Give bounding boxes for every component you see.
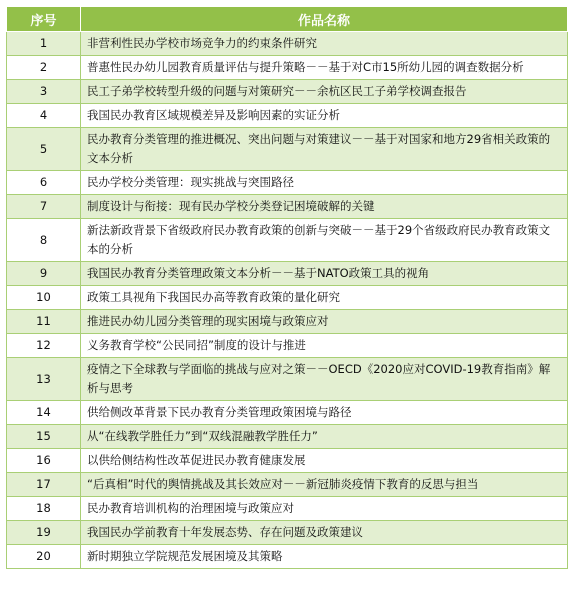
table-row xyxy=(7,401,568,425)
row-serial-number: 10 xyxy=(7,286,81,310)
table-row xyxy=(7,32,568,56)
table-row xyxy=(7,195,568,219)
row-serial-number: 15 xyxy=(7,425,81,449)
row-work-title: 我国民办教育分类管理政策文本分析－－基于NATO政策工具的视角 xyxy=(81,262,568,286)
table-row xyxy=(7,449,568,473)
table-row xyxy=(7,334,568,358)
row-work-title: 供给侧改革背景下民办教育分类管理政策困境与路径 xyxy=(81,401,568,425)
row-serial-number: 4 xyxy=(7,104,81,128)
table-row xyxy=(7,521,568,545)
row-serial-number: 19 xyxy=(7,521,81,545)
works-table-container xyxy=(6,6,567,569)
table-row xyxy=(7,171,568,195)
row-work-title: 疫情之下全球教与学面临的挑战与应对之策－－OECD《2020应对COVID-19教育指南》解析与思考 xyxy=(81,358,568,401)
row-work-title: 义务教育学校“公民同招”制度的设计与推进 xyxy=(81,334,568,358)
table-row xyxy=(7,104,568,128)
row-work-title: 从“在线教学胜任力”到“双线混融教学胜任力” xyxy=(81,425,568,449)
table-row xyxy=(7,286,568,310)
table-row xyxy=(7,425,568,449)
row-work-title: 我国民办教育区域规模差异及影响因素的实证分析 xyxy=(81,104,568,128)
row-work-title: 制度设计与衔接：现有民办学校分类登记困境破解的关键 xyxy=(81,195,568,219)
row-serial-number: 5 xyxy=(7,128,81,171)
row-serial-number: 7 xyxy=(7,195,81,219)
row-serial-number: 14 xyxy=(7,401,81,425)
row-work-title: 民办教育分类管理的推进概况、突出问题与对策建议－－基于对国家和地方29省相关政策的文本分析 xyxy=(81,128,568,171)
table-row xyxy=(7,262,568,286)
row-serial-number: 3 xyxy=(7,80,81,104)
row-serial-number: 17 xyxy=(7,473,81,497)
row-serial-number: 6 xyxy=(7,171,81,195)
row-serial-number: 18 xyxy=(7,497,81,521)
table-body xyxy=(7,32,568,569)
table-row xyxy=(7,219,568,262)
row-work-title: 普惠性民办幼儿园教育质量评估与提升策略－－基于对C市15所幼儿园的调查数据分析 xyxy=(81,56,568,80)
table-header-row xyxy=(7,7,568,32)
row-serial-number: 2 xyxy=(7,56,81,80)
header-serial-number: 序号 xyxy=(7,7,81,32)
row-work-title: 推进民办幼儿园分类管理的现实困境与政策应对 xyxy=(81,310,568,334)
row-work-title: 政策工具视角下我国民办高等教育政策的量化研究 xyxy=(81,286,568,310)
row-work-title: 民办教育培训机构的治理困境与政策应对 xyxy=(81,497,568,521)
row-serial-number: 13 xyxy=(7,358,81,401)
row-work-title: 新法新政背景下省级政府民办教育政策的创新与突破－－基于29个省级政府民办教育政策文本的分析 xyxy=(81,219,568,262)
row-work-title: “后真相”时代的舆情挑战及其长效应对－－新冠肺炎疫情下教育的反思与担当 xyxy=(81,473,568,497)
row-work-title: 非营利性民办学校市场竞争力的约束条件研究 xyxy=(81,32,568,56)
row-serial-number: 9 xyxy=(7,262,81,286)
row-serial-number: 1 xyxy=(7,32,81,56)
table-row xyxy=(7,497,568,521)
row-work-title: 以供给侧结构性改革促进民办教育健康发展 xyxy=(81,449,568,473)
table-row xyxy=(7,56,568,80)
row-work-title: 民办学校分类管理：现实挑战与突围路径 xyxy=(81,171,568,195)
row-serial-number: 16 xyxy=(7,449,81,473)
works-table xyxy=(6,6,568,569)
table-row xyxy=(7,473,568,497)
row-work-title: 民工子弟学校转型升级的问题与对策研究－－余杭区民工子弟学校调查报告 xyxy=(81,80,568,104)
header-work-title: 作品名称 xyxy=(81,7,568,32)
row-serial-number: 8 xyxy=(7,219,81,262)
row-work-title: 新时期独立学院规范发展困境及其策略 xyxy=(81,545,568,569)
table-row xyxy=(7,128,568,171)
row-serial-number: 12 xyxy=(7,334,81,358)
row-serial-number: 11 xyxy=(7,310,81,334)
table-row xyxy=(7,358,568,401)
table-row xyxy=(7,545,568,569)
table-row xyxy=(7,310,568,334)
row-serial-number: 20 xyxy=(7,545,81,569)
table-row xyxy=(7,80,568,104)
row-work-title: 我国民办学前教育十年发展态势、存在问题及政策建议 xyxy=(81,521,568,545)
